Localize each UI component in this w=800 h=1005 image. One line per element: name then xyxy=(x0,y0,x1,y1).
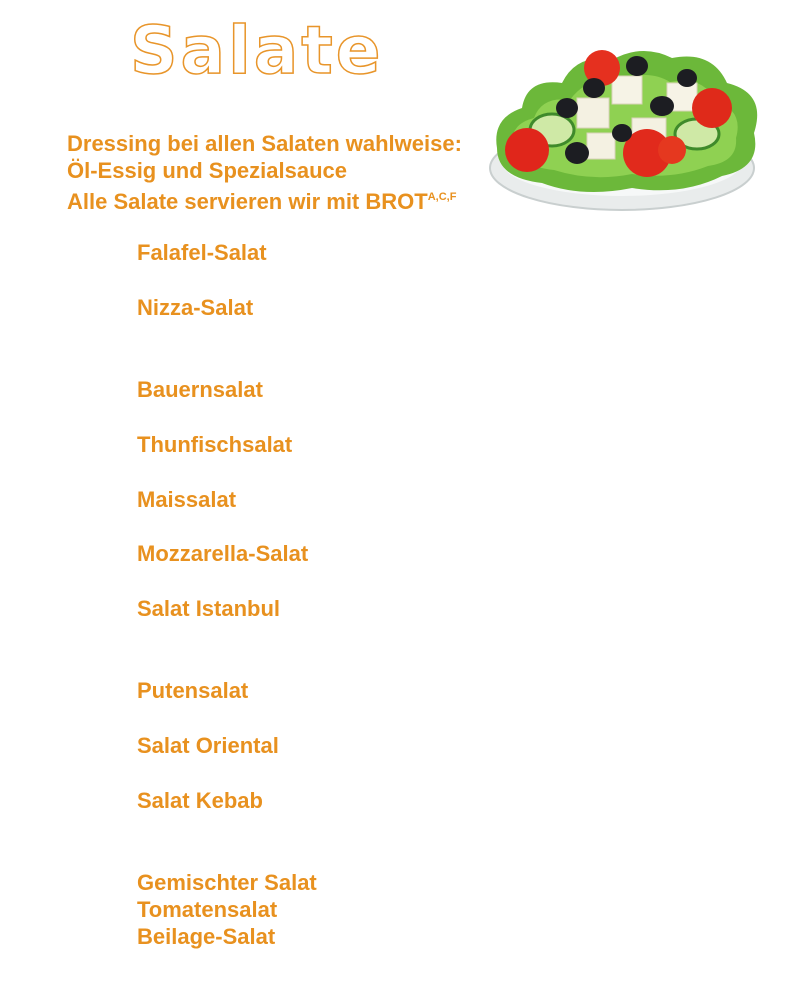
menu-item: Tomatensalat xyxy=(137,897,278,922)
menu-item: Gemischter Salat xyxy=(137,870,317,895)
menu-item: Thunfischsalat xyxy=(137,432,293,457)
bread-note xyxy=(67,184,462,215)
dressing-note xyxy=(67,130,462,215)
salad-bowl-icon xyxy=(482,38,772,218)
menu-item: Maissalat xyxy=(137,487,237,512)
menu-item: Putensalat xyxy=(137,678,249,703)
dressing-line: Dressing bei allen Salaten wahlweise: xyxy=(67,131,462,156)
menu-item: Mozzarella-Salat xyxy=(137,541,309,566)
menu-item: Salat Istanbul xyxy=(137,596,281,621)
menu-item: Bauernsalat xyxy=(137,377,263,402)
menu-item: Beilage-Salat xyxy=(137,924,276,949)
menu-item: Nizza-Salat xyxy=(137,295,254,320)
allergen-codes: A,C,F xyxy=(427,191,457,203)
menu-item: Salat Kebab xyxy=(137,788,263,813)
menu-item: Falafel-Salat xyxy=(137,240,267,265)
bread-text: Alle Salate servieren wir mit BROT xyxy=(67,189,428,214)
dressing-options: Öl-Essig und Spezialsauce xyxy=(67,158,347,183)
menu-item: Salat Oriental xyxy=(137,733,279,758)
page-title: Salate xyxy=(130,12,384,89)
